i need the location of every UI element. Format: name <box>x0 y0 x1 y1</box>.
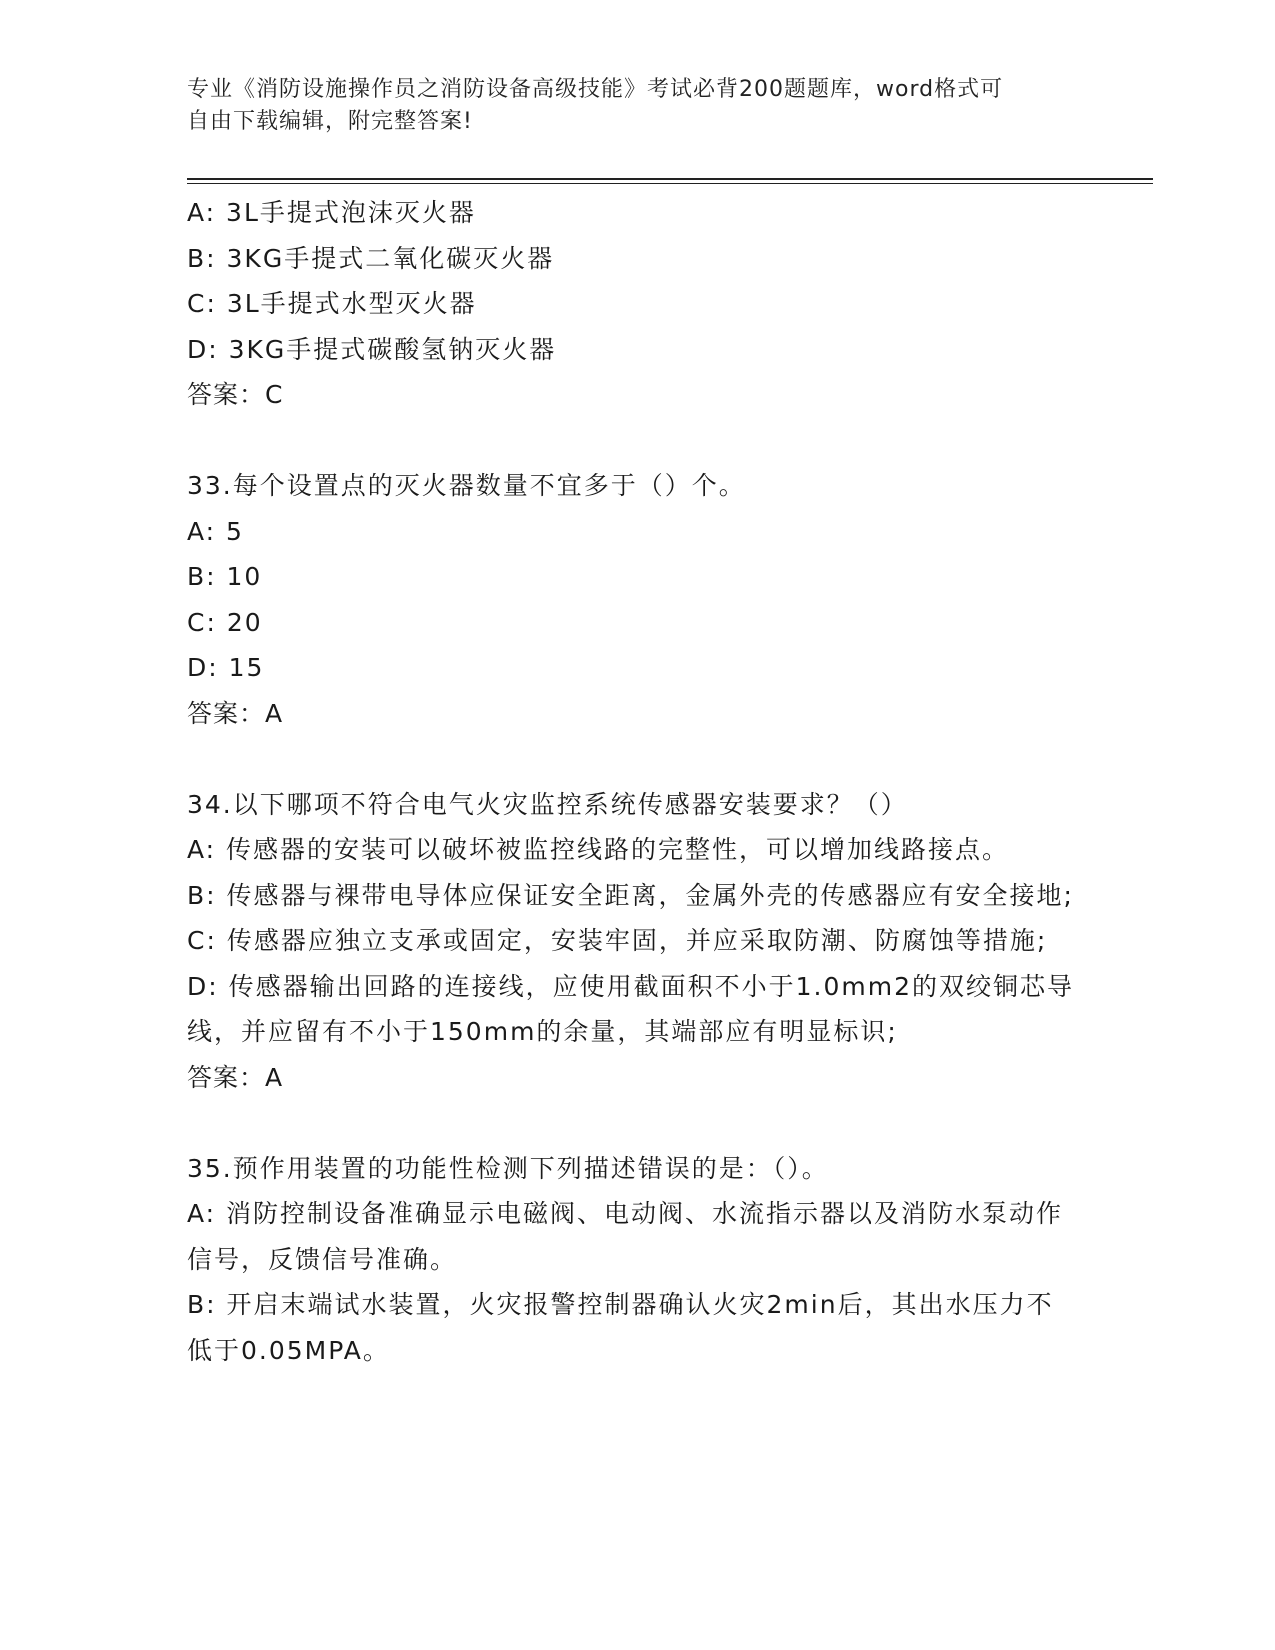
option-c: C: 传感器应独立支承或固定，安装牢固，并应采取防潮、防腐蚀等措施; <box>187 926 1048 955</box>
option-c: C: 3L手提式水型灭火器 <box>187 289 477 318</box>
option-b: B: 开启末端试水装置，火灾报警控制器确认火灾2min后，其出水压力不低于0.05MPA。 <box>187 1290 1054 1365</box>
option-b: B: 3KG手提式二氧化碳灭火器 <box>187 243 555 273</box>
option-c: C: 20 <box>187 607 263 637</box>
document-header <box>187 74 1067 138</box>
option-d: D: 15 <box>187 653 265 682</box>
option-b: B: 10 <box>187 562 263 591</box>
spacer <box>187 418 1077 464</box>
option-a: A: 3L手提式泡沫灭火器 <box>187 198 476 227</box>
spacer <box>187 736 1077 782</box>
option-b: B: 传感器与裸带电导体应保证安全距离，金属外壳的传感器应有安全接地; <box>187 880 1074 910</box>
option-d: D: 传感器输出回路的连接线，应使用截面积不小于1.0mm2的双绞铜芯导线，并应留有不小于150mm的余量，其端部应有明显标识; <box>187 971 1074 1046</box>
answer-label: 答案：A <box>187 698 284 728</box>
answer-label: 答案：C <box>187 380 284 409</box>
option-a: A: 5 <box>187 516 244 546</box>
question-block-32 <box>187 190 1077 418</box>
option-a: A: 消防控制设备准确显示电磁阀、电动阀、水流指示器以及消防水泵动作信号，反馈信号准确。 <box>187 1199 1064 1274</box>
header-intro-line-2: 自由下载编辑，附完整答案! <box>187 109 473 134</box>
question-text: 34.以下哪项不符合电气火灾监控系统传感器安装要求？（） <box>187 789 908 819</box>
question-block-34 <box>187 782 1077 1101</box>
spacer <box>187 1100 1077 1146</box>
option-a: A: 传感器的安装可以破坏被监控线路的完整性，可以增加线路接点。 <box>187 835 1010 864</box>
answer-label: 答案：A <box>187 1062 284 1092</box>
option-d: D: 3KG手提式碳酸氢钠灭火器 <box>187 334 557 364</box>
question-text: 33.每个设置点的灭火器数量不宜多于（）个。 <box>187 471 746 500</box>
header-intro-line-1: 专业《消防设施操作员之消防设备高级技能》考试必背200题题库，word格式可 <box>187 77 1004 102</box>
question-block-33 <box>187 463 1077 736</box>
question-block-35 <box>187 1146 1077 1374</box>
header-divider-thick <box>187 178 1153 180</box>
question-list <box>187 190 1077 1373</box>
header-divider-thin <box>187 183 1153 184</box>
question-text: 35.预作用装置的功能性检测下列描述错误的是：（）。 <box>187 1153 829 1183</box>
